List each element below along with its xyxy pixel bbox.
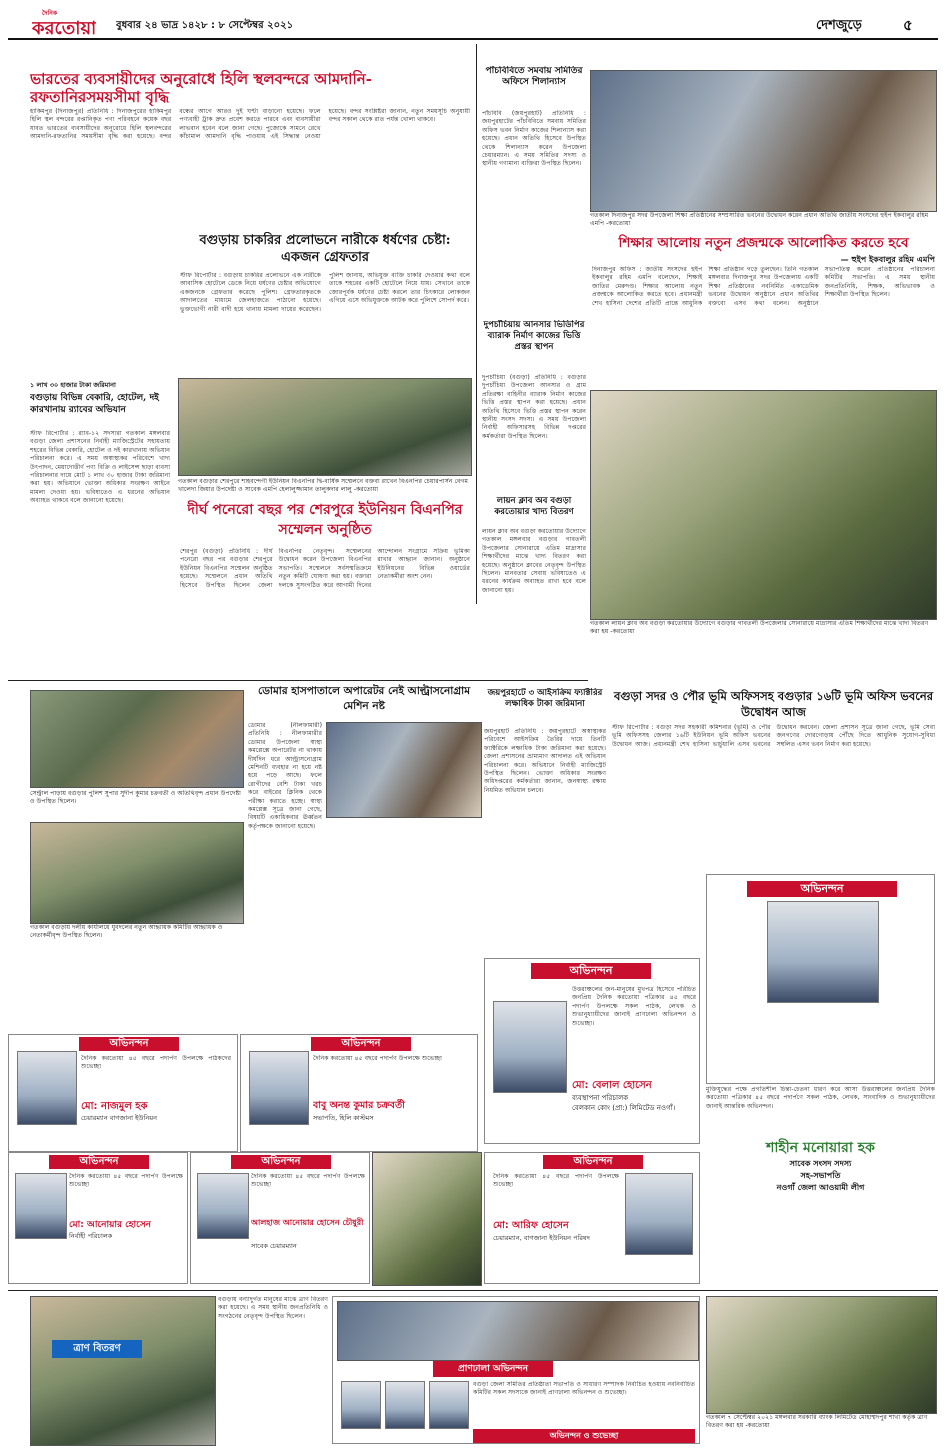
relief-banner: ত্রাণ বিতরণ bbox=[52, 1340, 142, 1358]
pachbibi-body: পাঁচবিবি (জয়পুরহাট) প্রতিনিধি : জয়পুরহাটের পাঁচবিবিতে সমবায় সমিতির অফিস ভবন নির্মাণ কাজের শিলান্যাস করা হয়েছে। প্রধান অতিথি হিসেবে উপস্থিত থেকে শিলান্যাস করেন উপজেলা চেয়ারম্যান। এ সময় সমিতির সদস্য ও স্থানীয় গণ্যমান্য ব্যক্তিরা উপস্থিত ছিলেন। bbox=[482, 110, 586, 168]
congrats-box-1-note: দৈনিক করতোয়া ৪৫ বছরে পদার্পণ উপলক্ষে পাঠকদের শুভেচ্ছা bbox=[81, 1055, 231, 1071]
top-right-photo bbox=[590, 70, 937, 212]
congrats-box-1 bbox=[8, 1034, 238, 1152]
masthead-date: বুধবার ২৪ ভাদ্র ১৪২৮ : ৮ সেপ্টেম্বর ২০২১ bbox=[116, 20, 294, 31]
mid-left-caption: সেন্ট্রাল পাড়ায় বগুড়ার পুলিশ সুপার সুদীপ কুমার চক্রবর্তী ও অতিথিবৃন্দ প্রধান উপদেষ্টা ও উপস্থিত ছিলেন। bbox=[30, 790, 241, 805]
jorimana-body: স্টাফ রিপোর্টার : র‍্যাব-১২ সদস্যরা গতকাল মঙ্গলবার বগুড়া জেলা প্রশাসনের নির্বাহী ম্যাজিস্ট্রেটের সহায়তায় শহরের বিভিন্ন বেকারি, হোটেল ও দই কারখানায় অভিযান পরিচালনা করে। এ সময় অস্বাস্থ্যকর পরিবেশে খাদ্য উৎপাদন, মেয়াদোত্তীর্ণ পণ্য বিক্রি ও লাইসেন্স ছাড়া ব্যবসা পরিচালনার দায়ে মোট ১ লাখ ৩০ হাজার টাকা জরিমানা করা হয়। অভিযানে ভোক্তা অধিকার সংরক্ষণ আইনে মামলা দেওয়া হয়। ভবিষ্যতেও এ ধরনের অভিযান অব্যাহত থাকবে বলে জানানো হয়েছে। bbox=[30, 430, 170, 505]
section-rule bbox=[8, 680, 588, 681]
page-number: ৫ bbox=[903, 16, 913, 34]
congrats-center-text: উত্তরাঞ্চলের জন-মানুষের মুখপত্র হিসেবে পরিচিত জনপ্রিয় দৈনিক করতোয়া পত্রিকার ৪৫ বছরে পদার্পণ উপলক্ষে সকল পাঠক, লেখক ও শুভানুধ্যায়ীদের জানাই প্রাণঢালা অভিনন্দন ও শুভেচ্ছা। bbox=[572, 986, 696, 1027]
hili-body: হাকিমপুর (দিনাজপুর) প্রতিনিধি : দিনাজপুরের হাকিমপুর হিলি স্থল বন্দরের রপ্তানিকৃত পণ্য পরিবহনে কয়েক বছর যাবত ভারতের ব্যবসায়ীদের অনুরোধে হিলি স্থলবন্দরের আমদানি-রফতানির সময়সীমা বৃদ্ধি করা হয়েছে। বন্দর বন্ধের আগে আরও দুই ঘণ্টা বাড়ানো হয়েছে। ফলে পণ্যবাহী ট্রাক দ্রুত প্রবেশ করতে পারবে এবং ব্যবসায়ীরা লাভবান হবেন বলে জানা গেছে। পুজোকে সামনে রেখে কাঁচামাল আমদানি বৃদ্ধি পাওয়ায় এই সিদ্ধান্ত নেওয়া হয়েছে। বন্দর সংশ্লিষ্টরা জানান, নতুন সময়সূচি অনুযায়ী বন্দর সকাল থেকে রাত পর্যন্ত খোলা থাকবে। bbox=[30, 108, 470, 141]
congrats-box-3-portrait bbox=[15, 1173, 67, 1239]
lions-body: লায়ন ক্লাব অব বগুড়া করতোয়ার উদ্যোগে গতকাল মঙ্গলবার বগুড়ার গাবতলী উপজেলার সোনারায়ে এতিম মাদ্রাসার শিক্ষার্থীদের মাঝে খাদ্য বিতরণ করা হয়েছে। অনুষ্ঠানে ক্লাবের নেতৃবৃন্দ উপস্থিত ছিলেন। মানবতার সেবায় ভবিষ্যতেও এ ধরনের কার্যক্রম অব্যাহত রাখা হবে বলে জানানো হয়। bbox=[482, 528, 586, 594]
bottom-right-photo bbox=[706, 1296, 937, 1414]
lions-photo-caption: গতকাল লায়ন ক্লাব অব বগুড়া করতোয়ার উদ্যোগে বগুড়ার গাবতলী উপজেলার সোনারায়ে মাদ্রাসার এতিম শিক্ষার্থীদের মাঝে খাদ্য বিতরণ করা হয় -করতোয়া bbox=[590, 620, 929, 635]
masthead-small: দৈনিক bbox=[42, 10, 58, 17]
congrats-box-3 bbox=[8, 1152, 188, 1284]
congrats-right-label: অভিনন্দন bbox=[747, 881, 897, 897]
congrats-right-title: সাবেক সংসদ সদস্য bbox=[789, 1159, 852, 1168]
congrats-box-4 bbox=[190, 1152, 370, 1284]
domar-lower-photo bbox=[372, 1152, 482, 1286]
pranodhala-portrait-2 bbox=[385, 1381, 425, 1429]
pachbibi-headline: পাঁচবিবিতে সমবায় সমিতির অফিসে শিলান্যাস bbox=[485, 66, 583, 87]
dupchanchia-body: দুপচাঁচিয়া (বগুড়া) প্রতিনিধি : বগুড়ার দুপচাঁচিয়া উপজেলা আনসার ও গ্রাম প্রতিরক্ষা বাহিনীর ব্যারাক নির্মাণ কাজের ভিত্তি প্রস্তর স্থাপন করা হয়েছে। প্রধান অতিথি হিসেবে ভিত্তি প্রস্তর স্থাপন করেন স্থানীয় সংসদ সদস্য। এ সময় উপজেলা নির্বাহী অফিসারসহ বিভিন্ন দপ্তরের কর্মকর্তারা উপস্থিত ছিলেন। bbox=[482, 374, 586, 440]
congrats-box-3-name: মো: আনোয়ার হোসেন bbox=[69, 1220, 152, 1230]
pranodhala-footer: অভিনন্দন ও শুভেচ্ছা bbox=[473, 1429, 695, 1443]
congrats-box-3-title: নির্বাহী পরিচালক bbox=[69, 1232, 113, 1240]
sherpur-headline: দীর্ঘ পনেরো বছর পর শেরপুরে ইউনিয়ন বিএনপির সম্মেলন অনুষ্ঠিত bbox=[187, 502, 463, 538]
shikkha-headline: শিক্ষার আলোয় নতুন প্রজন্মকে আলোকিত করতে হবে bbox=[618, 235, 909, 251]
bottom-right-caption: গতকাল ৭ সেপ্টেম্বর ২০২১ মঙ্গলবার সরকারি ব্যাংক লিমিটেড মোহাম্মদপুর শাখা কর্তৃক ত্রাণ বিতরণ করা হয় -করতোয়া bbox=[706, 1414, 928, 1429]
joypurhat-body: জয়পুরহাট প্রতিনিধি : জয়পুরহাটে অস্বাস্থ্যকর পরিবেশে আইসক্রিম তৈরির দায়ে তিনটি ফ্যাক্টরিকে লক্ষাধিক টাকা জরিমানা করা হয়েছে। জেলা প্রশাসনের ভ্রাম্যমাণ আদালত এই অভিযান পরিচালনা করে। অভিযানে নির্বাহী ম্যাজিস্ট্রেট উপস্থিত ছিলেন। ভোক্তা অধিকার সংরক্ষণ অধিদপ্তরের কর্মকর্তারা জানান, জনস্বাস্থ্য রক্ষায় নিয়মিত অভিযান চলবে। bbox=[484, 728, 606, 794]
congrats-box-4-name: আলহাজ আনোয়ার হোসেন চৌধুরী bbox=[251, 1218, 364, 1227]
pranodhala-portrait-3 bbox=[429, 1381, 469, 1429]
pranodhala-portrait-1 bbox=[341, 1381, 381, 1429]
congrats-center-portrait bbox=[493, 1001, 567, 1093]
hili-headline: ভারতের ব্যবসায়ীদের অনুরোধে হিলি স্থলবন্দরে আমদানি-রফতানিরসময়সীমা বৃদ্ধি bbox=[30, 70, 372, 106]
congrats-box-2-label: অভিনন্দন bbox=[311, 1037, 411, 1051]
column-rule bbox=[476, 44, 477, 604]
congrats-box-2-portrait bbox=[249, 1051, 309, 1125]
newspaper-logo: করতোয়া bbox=[32, 18, 97, 38]
sherpur-body: শেরপুর (বগুড়া) প্রতিনিধি : দীর্ঘ পনেরো বছর পর বগুড়ার শেরপুরে ইউনিয়ন বিএনপির সম্মেলন অনুষ্ঠিত হয়েছে। সম্মেলনে প্রধান অতিথি হিসেবে উপস্থিত ছিলেন জেলা বিএনপির নেতৃবৃন্দ। সম্মেলনের উদ্বোধন করেন উপজেলা বিএনপির সভাপতি। সম্মেলনে সর্বসম্মতিক্রমে নতুন কমিটি ঘোষণা করা হয়। বক্তারা দলকে সুসংগঠিত করে আগামী দিনের আন্দোলন সংগ্রামে সক্রিয় ভূমিকা রাখার আহ্বান জানান। অনুষ্ঠানে ইউনিয়নের বিভিন্ন ওয়ার্ডের নেতাকর্মীরা অংশ নেন। bbox=[180, 548, 470, 589]
dhorshon-body: স্টাফ রিপোর্টার : বগুড়ায় চাকরির প্রলোভনে এক নারীকে আবাসিক হোটেলে ডেকে নিয়ে ধর্ষণের চেষ্টার অভিযোগে একজনকে গ্রেফতার করেছে পুলিশ। গ্রেফতারকৃতকে আদালতের মাধ্যমে জেলহাজতে পাঠানো হয়েছে। ভুক্তভোগী নারী বাদী হয়ে থানায় মামলা দায়ের করেছেন। পুলিশ জানায়, অভিযুক্ত ব্যক্তি চাকরি দেওয়ার কথা বলে তাকে শহরের একটি হোটেলে নিয়ে যায়। সেখানে তাকে জোরপূর্বক ধর্ষণের চেষ্টা করলে তার চিৎকারে লোকজন এগিয়ে এসে অভিযুক্তকে আটক করে পুলিশে সোপর্দ করে। bbox=[180, 272, 470, 313]
congrats-right-org: সহ-সভাপতি bbox=[800, 1171, 841, 1180]
congrats-right-text: মুক্তিযুদ্ধের পক্ষে প্রগতিশীল চিন্তা-চেতনা ধারণ করে আসা উত্তরাঞ্চলের জনপ্রিয় দৈনিক করতোয়া পত্রিকার ৪৫ বছরে পদার্পণে সকল পাঠক, লেখক, সাংবাদিক ও শুভানুধ্যায়ীদের জানাই আন্তরিক অভিনন্দন। bbox=[706, 1086, 935, 1110]
pranodhala-text: বগুড়া জেলা সমিতির প্রতিষ্ঠাতা সভাপতি ও সাধারণ সম্পাদক নির্বাচিত হওয়ায় নবনির্বাচিত কমিটির সকল সদস্যকে জানাই প্রাণঢালা অভিনন্দন ও শুভেচ্ছা। bbox=[473, 1381, 695, 1397]
congrats-box-5-label: অভিনন্দন bbox=[543, 1155, 643, 1169]
congrats-right-portrait bbox=[767, 901, 879, 1003]
section-name: দেশজুড়ে bbox=[816, 18, 862, 33]
congrats-right-org2: নওগাঁ জেলা আওয়ামী লীগ bbox=[776, 1183, 865, 1192]
domar-headline: ডোমার হাসপাতালে অপারেটর নেই আল্ট্রাসনোগ্রাম মেশিন নষ্ট bbox=[257, 685, 471, 712]
relief-photo bbox=[30, 1296, 216, 1446]
congrats-box-4-note: দৈনিক করতোয়া ৪৫ বছরে পদার্পণ উপলক্ষে শুভেচ্ছা bbox=[251, 1173, 365, 1189]
masthead-rule bbox=[8, 38, 938, 40]
dhorshon-headline: বগুড়ায় চাকরির প্রলোভনে নারীকে ধর্ষণের চেষ্টা: একজন গ্রেফতার bbox=[199, 233, 451, 265]
congrats-box-2-name: বাবু অনন্ত কুমার চক্রবর্তী bbox=[313, 1100, 405, 1111]
congrats-center-org: বেলকান কোং (প্রা:) লিমিটেড নওগাঁ। bbox=[572, 1104, 676, 1112]
congrats-box-2-note: দৈনিক করতোয়া ৪৫ বছরে পদার্পণ উপলক্ষে শুভেচ্ছা bbox=[313, 1055, 442, 1062]
domar-body: ডোমার (নীলফামারী) প্রতিনিধি : নীলফামারীর ডোমার উপজেলা স্বাস্থ্য কমপ্লেক্সে অপারেটর না থাকায় দীর্ঘদিন ধরে আল্ট্রাসনোগ্রাম মেশিনটি ব্যবহার না হয়ে নষ্ট হয়ে পড়ে আছে। ফলে রোগীদের বেশি টাকা খরচ করে বাইরের ক্লিনিক থেকে পরীক্ষা করাতে হচ্ছে। স্বাস্থ্য কমপ্লেক্স সূত্রে জানা গেছে, বিষয়টি একাধিকবার ঊর্ধ্বতন কর্তৃপক্ষকে জানানো হয়েছে। bbox=[248, 722, 322, 830]
lower-left-photo bbox=[30, 822, 244, 924]
congrats-box-5-portrait bbox=[625, 1173, 693, 1255]
congrats-box-1-title: চেয়ারম্যান বাগজানা ইউনিয়ন bbox=[81, 1114, 157, 1122]
congrats-box-4-portrait bbox=[197, 1173, 249, 1239]
congrats-box-1-portrait bbox=[17, 1051, 77, 1125]
jorimana-kicker: ১ লাখ ৩০ হাজার টাকা জরিমানা bbox=[30, 381, 116, 389]
jorimana-headline: বগুড়ায় বিভিন্ন বেকারি, হোটেল, দই কারখানায় র‍্যাবের অভিযান bbox=[30, 393, 159, 415]
bhumi-headline: বগুড়া সদর ও পৌর ভূমি অফিসসহ বগুড়ার ১৬টি ভূমি অফিস ভবনের উদ্বোধন আজ bbox=[613, 689, 934, 719]
top-right-caption: গতকাল দিনাজপুর সদর উপজেলা শিক্ষা প্রতিষ্ঠানের সম্প্রসারিত ভবনের উদ্বোধন করেন প্রধান অতিথি জাতীয় সংসদের হুইপ ইকবালুর রহিম এমপি -করতোয়া bbox=[590, 212, 929, 227]
congrats-box-5 bbox=[484, 1152, 700, 1284]
joypurhat-headline: জয়পুরহাটে ৩ আইসক্রিম ফ্যাক্টরির লক্ষাধিক টাকা জরিমানা bbox=[487, 688, 603, 709]
shikkha-body: দিনাজপুর অফিস : জাতীয় সংসদের হুইপ ইকবালুর রহিম এমপি বলেছেন, শিক্ষাই জাতির মেরুদণ্ড। শিক্ষার আলোয় নতুন প্রজন্মকে আলোকিত করতে হবে। প্রধানমন্ত্রী শেখ হাসিনা দেশের প্রতিটি প্রান্তে আধুনিক শিক্ষা প্রতিষ্ঠান গড়ে তুলছেন। তিনি গতকাল মঙ্গলবার দিনাজপুর সদর উপজেলায় একটি শিক্ষা প্রতিষ্ঠানের নবনির্মিত একাডেমিক ভবনের উদ্বোধন অনুষ্ঠানে প্রধান অতিথির বক্তব্যে এসব কথা বলেন। অনুষ্ঠানে সভাপতিত্ব করেন প্রতিষ্ঠানের পরিচালনা কমিটির সভাপতি। এ সময় স্থানীয় জনপ্রতিনিধি, শিক্ষক, অভিভাবক ও শিক্ষার্থীরা উপস্থিত ছিলেন। bbox=[592, 266, 935, 307]
congrats-box-1-label: অভিনন্দন bbox=[79, 1037, 179, 1051]
shikkha-subhead: — হুইপ ইকবালুর রহিম এমপি bbox=[840, 255, 935, 264]
bhumi-body: স্টাফ রিপোর্টার : বগুড়া সদর সহকারী কমিশনার (ভূমি) ও পৌর ভূমি অফিসসহ জেলার ১৬টি ইউনিয়ন ভূমি অফিস ভবনের উদ্বোধন আজ। প্রধানমন্ত্রী শেখ হাসিনা ভার্চুয়ালি এসব ভবনের উদ্বোধন করবেন। জেলা প্রশাসন সূত্রে জানা গেছে, ভূমি সেবা জনগণের দোরগোড়ায় পৌঁছে দিতে আধুনিক সুযোগ-সুবিধা সম্বলিত এসব ভবন নির্মাণ করা হয়েছে। bbox=[612, 724, 935, 748]
pranodhala-photo bbox=[337, 1301, 699, 1361]
lions-headline: লায়ন ক্লাব অব বগুড়া করতোয়ার খাদ্য বিতরণ bbox=[494, 496, 574, 517]
lions-photo bbox=[590, 390, 937, 620]
masthead bbox=[8, 6, 938, 38]
sherpur-photo-caption: গতকাল বগুড়ার শেরপুরে শাহবন্দেগী ইউনিয়ন বিএনপির দ্বি-বার্ষিক সম্মেলনে বক্তব্য রাখেন বিএনপির চেয়ারপার্সন বেগম খালেদা জিয়ার উপদেষ্টা ও সাবেক এমপি হেলালুজ্জামান তালুকদার লালু -করতোয়া bbox=[178, 478, 468, 493]
dupchanchia-headline: দুপচাঁচিয়ায় আনসার ভিডিপির ব্যারাক নির্মাণ কাজের ভিত্তি প্রস্তর স্থাপন bbox=[483, 320, 585, 352]
domar-photo bbox=[326, 722, 482, 818]
bottom-rule bbox=[8, 1290, 938, 1291]
sherpur-photo bbox=[178, 378, 472, 476]
congrats-right-name: শাহীন মনোয়ারা হক bbox=[766, 1140, 875, 1156]
congrats-box-2-title: সভাপতি, হিলি কাস্টমস bbox=[313, 1114, 374, 1122]
relief-text: বগুড়ায় বন্যাদুর্গত মানুষের মাঝে ত্রাণ বিতরণ করা হয়েছে। এ সময় স্থানীয় জনপ্রতিনিধি ও সংগঠনের নেতৃবৃন্দ উপস্থিত ছিলেন। bbox=[218, 1296, 328, 1320]
congrats-box-5-title: চেয়ারম্যান, বাগজানা ইউনিয়ন পরিষদ bbox=[493, 1234, 590, 1242]
pranodhala-title: প্রাণঢালা অভিনন্দন bbox=[433, 1361, 553, 1377]
pranodhala-box bbox=[332, 1296, 700, 1444]
congrats-right bbox=[706, 874, 935, 1084]
mid-left-photo bbox=[30, 690, 244, 788]
congrats-box-5-name: মো: আরিফ হোসেন bbox=[493, 1220, 569, 1231]
congrats-box-4-title: সাবেক চেয়ারম্যান bbox=[251, 1242, 297, 1250]
congrats-box-3-label: অভিনন্দন bbox=[49, 1155, 149, 1169]
congrats-box-1-name: মো: নাজমুল হক bbox=[81, 1101, 148, 1112]
congrats-box-3-note: দৈনিক করতোয়া ৪৫ বছরে পদার্পণ উপলক্ষে শুভেচ্ছা bbox=[69, 1173, 183, 1189]
congrats-center-label: অভিনন্দন bbox=[531, 963, 651, 979]
congrats-box-4-label: অভিনন্দন bbox=[231, 1155, 331, 1169]
congrats-center-name: মো: বেলাল হোসেন bbox=[572, 1080, 652, 1091]
congrats-center-title: ব্যবস্থাপনা পরিচালক bbox=[572, 1094, 629, 1102]
congrats-box-2 bbox=[240, 1034, 478, 1152]
lower-left-caption: গতকাল বগুড়ায় দলীয় কার্যালয়ে যুবদলের নতুন আহ্বায়ক কমিটির আহ্বায়ক ও নেতাকর্মীবৃন্দ উপস্থিত ছিলেন। bbox=[30, 924, 223, 939]
congrats-box-5-note: দৈনিক করতোয়া ৪৫ বছরে পদার্পণ উপলক্ষে শুভেচ্ছা bbox=[493, 1173, 619, 1189]
